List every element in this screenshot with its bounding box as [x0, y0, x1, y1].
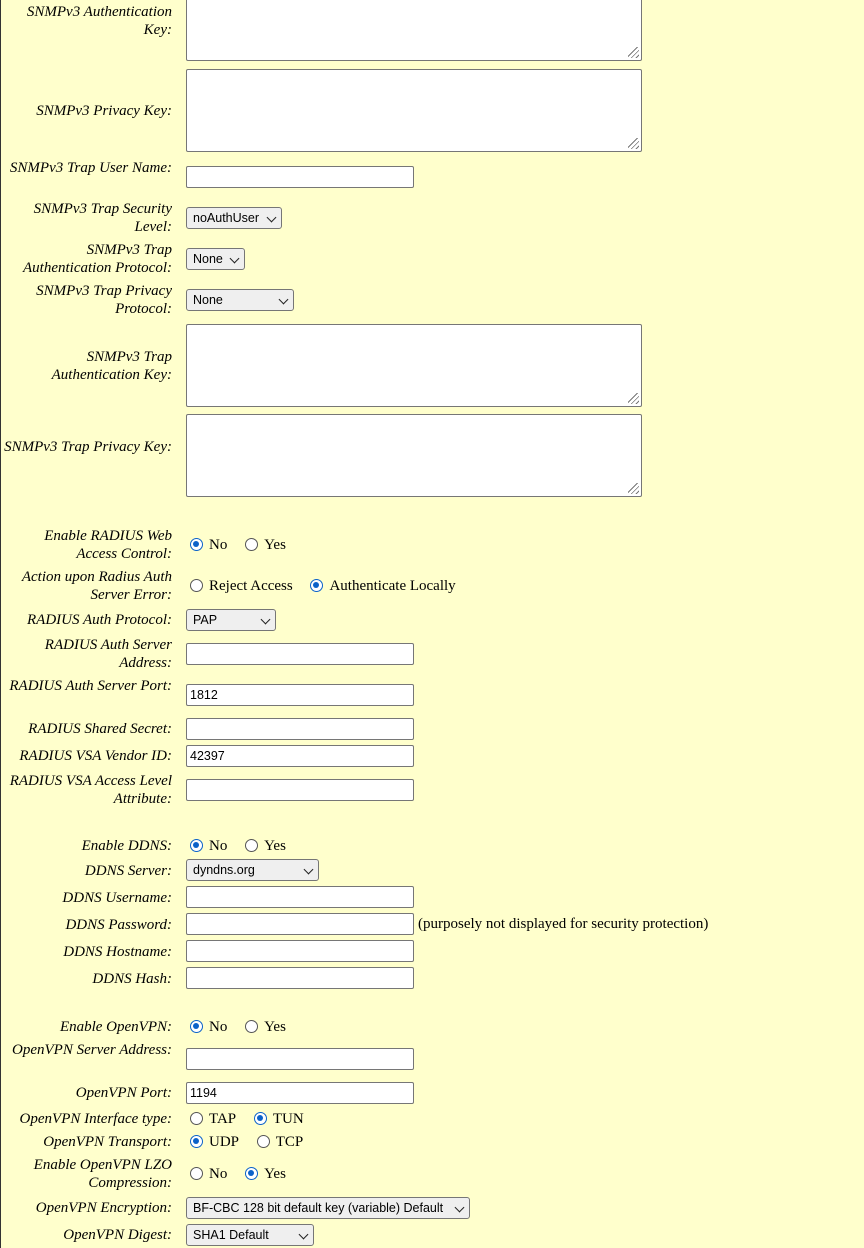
openvpn-server-addr-input[interactable] [186, 1048, 414, 1070]
snmpv3-trap-security-label: SNMPv3 Trap Security Level: [33, 201, 172, 235]
radio-unchecked[interactable] [257, 1135, 270, 1148]
radio-checked[interactable] [190, 839, 203, 852]
radius-access-level-input[interactable] [186, 779, 414, 801]
ddns-hash-input[interactable] [186, 967, 414, 989]
openvpn-port-input[interactable]: 1194 [186, 1082, 414, 1104]
snmpv3-trap-priv-proto-label: SNMPv3 Trap Privacy Protocol: [36, 283, 172, 317]
snmpv3-auth-key-label: SNMPv3 Authentication Key: [26, 4, 172, 38]
ddns-hostname-label: DDNS Hostname: [63, 944, 172, 960]
openvpn-enable-label: Enable OpenVPN: [59, 1019, 172, 1035]
snmpv3-privacy-key-textarea[interactable] [186, 69, 642, 152]
radio-checked[interactable] [245, 1167, 258, 1180]
ddns-server-select[interactable] [186, 859, 319, 881]
option-label: TAP [209, 1111, 237, 1127]
radius-secret-input[interactable] [186, 718, 414, 740]
openvpn-transport-group [190, 1133, 317, 1151]
radio-unchecked[interactable] [245, 538, 258, 551]
openvpn-port-label: OpenVPN Port: [75, 1085, 172, 1101]
openvpn-digest-select[interactable] [186, 1224, 314, 1246]
radius-protocol-select[interactable] [186, 609, 276, 631]
openvpn-enable-yes[interactable] [245, 1018, 286, 1036]
radio-unchecked[interactable] [190, 1112, 203, 1125]
radius-action-local[interactable] [310, 577, 455, 595]
snmpv3-trap-auth-key-label: SNMPv3 Trap Authentication Key: [51, 349, 172, 383]
radius-server-port-input[interactable]: 1812 [186, 684, 414, 706]
option-label: No [209, 838, 228, 854]
openvpn-enable-group [190, 1018, 300, 1036]
option-label: Yes [264, 1166, 286, 1182]
snmpv3-auth-key-textarea[interactable] [186, 0, 642, 61]
snmpv3-trap-auth-proto-label: SNMPv3 Trap Authentication Protocol: [23, 242, 172, 276]
openvpn-transport-tcp[interactable] [257, 1133, 304, 1151]
openvpn-lzo-group [190, 1165, 300, 1183]
select-value: SHA1 Default [193, 1228, 269, 1242]
option-label: UDP [209, 1134, 240, 1150]
radio-checked[interactable] [190, 538, 203, 551]
snmpv3-trap-user-label: SNMPv3 Trap User Name: [9, 160, 172, 176]
openvpn-digest-label: OpenVPN Digest: [63, 1227, 172, 1243]
ddns-server-label: DDNS Server: [84, 863, 172, 879]
radius-access-level-label: RADIUS VSA Access Level Attribute: [9, 773, 172, 807]
snmpv3-trap-security-select[interactable] [186, 207, 282, 229]
chevron-down-icon [299, 1230, 309, 1240]
radius-vendor-input[interactable]: 42397 [186, 745, 414, 767]
ddns-password-input[interactable] [186, 913, 414, 935]
ddns-enable-yes[interactable] [245, 837, 286, 855]
openvpn-iface-group [190, 1110, 318, 1128]
openvpn-lzo-no[interactable] [190, 1165, 227, 1183]
resize-grip-icon[interactable] [628, 393, 639, 404]
openvpn-encryption-label: OpenVPN Encryption: [35, 1200, 172, 1216]
chevron-down-icon [261, 615, 271, 625]
radius-enable-group [190, 536, 300, 554]
ddns-username-label: DDNS Username: [62, 890, 172, 906]
openvpn-server-addr-label: OpenVPN Server Address: [12, 1042, 172, 1058]
radius-action-reject[interactable] [190, 577, 293, 595]
option-label: No [209, 1019, 228, 1035]
snmpv3-trap-auth-key-textarea[interactable] [186, 324, 642, 407]
ddns-username-input[interactable] [186, 886, 414, 908]
radio-unchecked[interactable] [245, 839, 258, 852]
snmpv3-trap-priv-key-label: SNMPv3 Trap Privacy Key: [4, 439, 172, 455]
radius-enable-label: Enable RADIUS Web Access Control: [44, 528, 172, 562]
option-label: TUN [272, 1111, 304, 1127]
option-label: No [209, 537, 228, 553]
openvpn-lzo-label: Enable OpenVPN LZO Compression: [33, 1157, 172, 1191]
radius-server-port-label: RADIUS Auth Server Port: [9, 678, 172, 694]
ddns-password-note: (purposely not displayed for security protection) [418, 916, 709, 932]
snmpv3-trap-user-input[interactable] [186, 166, 414, 188]
radius-secret-label: RADIUS Shared Secret: [28, 721, 172, 737]
radius-server-addr-input[interactable] [186, 643, 414, 665]
radius-vendor-label: RADIUS VSA Vendor ID: [19, 748, 172, 764]
select-value: BF-CBC 128 bit default key (variable) Default [193, 1201, 444, 1215]
radio-unchecked[interactable] [190, 1167, 203, 1180]
openvpn-encryption-select[interactable] [186, 1197, 470, 1219]
resize-grip-icon[interactable] [628, 483, 639, 494]
left-border [0, 0, 1, 1248]
radio-checked[interactable] [190, 1135, 203, 1148]
openvpn-transport-label: OpenVPN Transport: [43, 1134, 172, 1150]
radio-checked[interactable] [254, 1112, 267, 1125]
radio-checked[interactable] [190, 1020, 203, 1033]
snmpv3-trap-priv-proto-select[interactable] [186, 289, 294, 311]
radius-enable-no[interactable] [190, 536, 227, 554]
option-label: Reject Access [209, 578, 293, 594]
snmpv3-privacy-key-label: SNMPv3 Privacy Key: [36, 103, 172, 119]
ddns-hash-label: DDNS Hash: [92, 971, 172, 987]
option-label: No [209, 1166, 228, 1182]
select-value: dyndns.org [193, 863, 255, 877]
openvpn-iface-tun[interactable] [254, 1110, 304, 1128]
openvpn-iface-tap[interactable] [190, 1110, 236, 1128]
radio-unchecked[interactable] [245, 1020, 258, 1033]
openvpn-enable-no[interactable] [190, 1018, 227, 1036]
openvpn-transport-udp[interactable] [190, 1133, 239, 1151]
radius-action-group [190, 577, 470, 595]
chevron-down-icon [230, 254, 240, 264]
ddns-enable-no[interactable] [190, 837, 227, 855]
option-label: Authenticate Locally [329, 578, 456, 594]
option-label: Yes [264, 537, 286, 553]
select-value: None [193, 252, 223, 266]
option-label: Yes [264, 838, 286, 854]
openvpn-lzo-yes[interactable] [245, 1165, 286, 1183]
select-value: None [193, 293, 223, 307]
ddns-hostname-input[interactable] [186, 940, 414, 962]
ddns-enable-group [190, 837, 300, 855]
chevron-down-icon [304, 865, 314, 875]
option-label: TCP [275, 1134, 304, 1150]
radius-enable-yes[interactable] [245, 536, 286, 554]
radio-checked[interactable] [310, 579, 323, 592]
chevron-down-icon [267, 213, 277, 223]
select-value: PAP [193, 613, 218, 627]
radio-unchecked[interactable] [190, 579, 203, 592]
select-value: noAuthUser [193, 211, 260, 225]
resize-grip-icon[interactable] [628, 138, 639, 149]
chevron-down-icon [455, 1203, 465, 1213]
radius-protocol-label: RADIUS Auth Protocol: [27, 612, 172, 628]
snmpv3-trap-auth-proto-select[interactable] [186, 248, 245, 270]
ddns-password-label: DDNS Password: [65, 917, 172, 933]
option-label: Yes [264, 1019, 286, 1035]
radius-server-addr-label: RADIUS Auth Server Address: [44, 637, 172, 671]
ddns-enable-label: Enable DDNS: [81, 838, 172, 854]
resize-grip-icon[interactable] [628, 47, 639, 58]
chevron-down-icon [279, 295, 289, 305]
snmpv3-trap-priv-key-textarea[interactable] [186, 414, 642, 497]
radius-action-label: Action upon Radius Auth Server Error: [21, 569, 172, 603]
openvpn-iface-label: OpenVPN Interface type: [19, 1111, 172, 1127]
